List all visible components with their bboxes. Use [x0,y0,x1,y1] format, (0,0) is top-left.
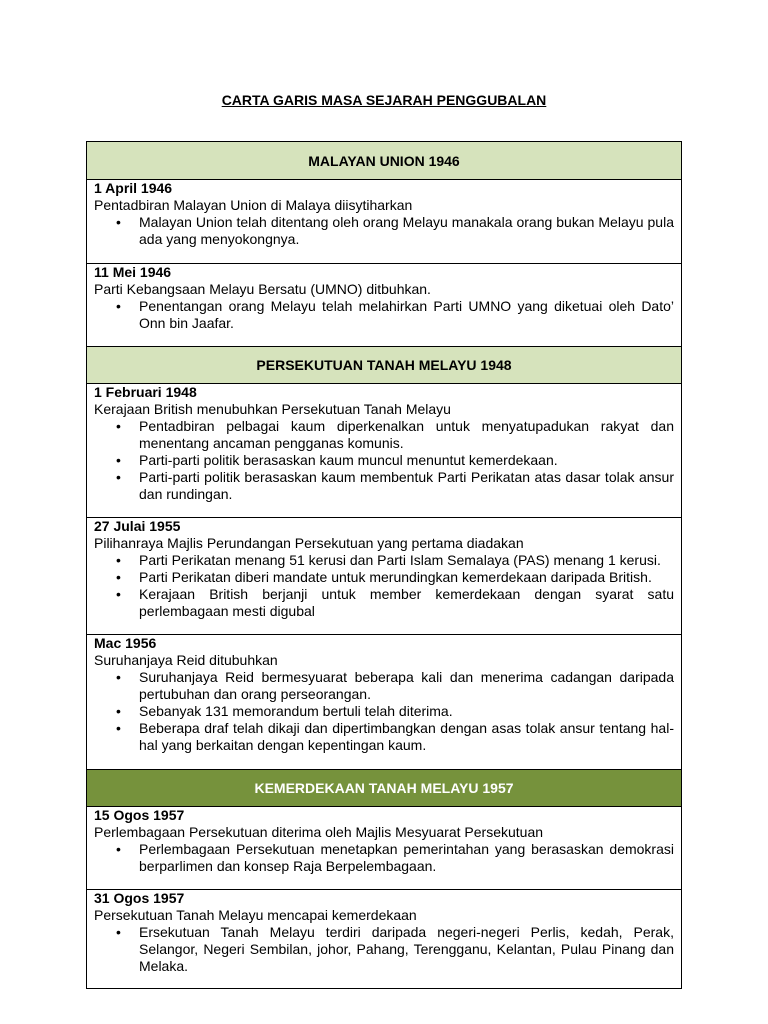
event-point: • Pentadbiran pelbagai kaum diperkenalkan untuk menyatupadukan rakyat dan menentang ancaman pengganas komunis. [139,418,674,452]
event-points [94,924,674,975]
event-date: 1 Februari 1948 [94,384,197,400]
event-point: • Penentangan orang Melayu telah melahirkan Parti UMNO yang diketuai oleh Dato’ Onn bin Jaafar. [139,298,674,332]
event-date: 15 Ogos 1957 [94,807,185,823]
event-points [94,214,674,248]
event-point: • Parti Perikatan diberi mandate untuk merundingkan kemerdekaan daripada British. [139,569,674,586]
page-title-text: CARTA GARIS MASA SEJARAH PENGGUBALAN [221,92,547,108]
event-summary: Pilihanraya Majlis Perundangan Persekutuan yang pertama diadakan [94,535,524,551]
event-row [87,518,681,635]
event-row [87,807,681,890]
event-points [94,418,674,503]
event-summary: Persekutuan Tanah Melayu mencapai kemerdekaan [94,907,417,923]
event-summary: Suruhanjaya Reid ditubuhkan [94,652,278,668]
event-points [94,669,674,754]
section-heading-kemerdekaan-1957: KEMERDEKAAN TANAH MELAYU 1957 [87,770,681,807]
event-date: 1 April 1946 [94,180,173,196]
event-point: • Beberapa draf telah dikaji dan dipertimbangkan dengan asas tolak ansur tentang hal-hal yang berkaitan dengan kepentingan kaum. [139,720,674,754]
section-heading-persekutuan-1948: PERSEKUTUAN TANAH MELAYU 1948 [87,347,681,384]
event-point: • Ersekutuan Tanah Melayu terdiri daripada negeri-negeri Perlis, kedah, Perak, Selangor, Negeri Sembilan, johor, Pahang, Terengganu, Kelantan, Pulau Pinang dan Melaka. [139,924,674,975]
event-points [94,841,674,875]
event-points [94,298,674,332]
event-summary: Kerajaan British menubuhkan Persekutuan Tanah Melayu [94,401,451,417]
event-point: • Kerajaan British berjanji untuk member kemerdekaan dengan syarat satu perlembagaan mesti digubal [139,586,674,620]
event-summary: Perlembagaan Persekutuan diterima oleh Majlis Mesyuarat Persekutuan [94,824,544,840]
event-point: • Parti-parti politik berasaskan kaum membentuk Parti Perikatan atas dasar tolak ansur dan rundingan. [139,469,674,503]
event-points [94,552,674,620]
event-date: Mac 1956 [94,635,157,651]
event-date: 27 Julai 1955 [94,518,181,534]
event-date: 11 Mei 1946 [94,264,172,280]
event-summary: Pentadbiran Malayan Union di Malaya diisytiharkan [94,197,413,213]
event-summary: Parti Kebangsaan Melayu Bersatu (UMNO) ditbuhkan. [94,281,431,297]
event-point: • Parti Perikatan menang 51 kerusi dan Parti Islam Semalaya (PAS) menang 1 kerusi. [139,552,674,569]
event-point: • Malayan Union telah ditentang oleh orang Melayu manakala orang bukan Melayu pula ada yang menyokongnya. [139,214,674,248]
event-row [87,635,681,770]
event-row [87,384,681,518]
event-point: • Suruhanjaya Reid bermesyuarat beberapa kali dan menerima cadangan daripada pertubuhan dan orang perseorangan. [139,669,674,703]
event-point: • Perlembagaan Persekutuan menetapkan pemerintahan yang berasaskan demokrasi berparlimen dan konsep Raja Berpelembagaan. [139,841,674,875]
page-title [0,92,768,108]
event-row [87,264,681,347]
event-point: • Sebanyak 131 memorandum bertuli telah diterima. [139,703,674,720]
event-point: • Parti-parti politik berasaskan kaum muncul menuntut kemerdekaan. [139,452,674,469]
event-row [87,180,681,264]
event-date: 31 Ogos 1957 [94,890,185,906]
section-heading-malayan-union: MALAYAN UNION 1946 [87,142,681,180]
timeline-table [86,141,682,989]
event-row [87,890,681,988]
